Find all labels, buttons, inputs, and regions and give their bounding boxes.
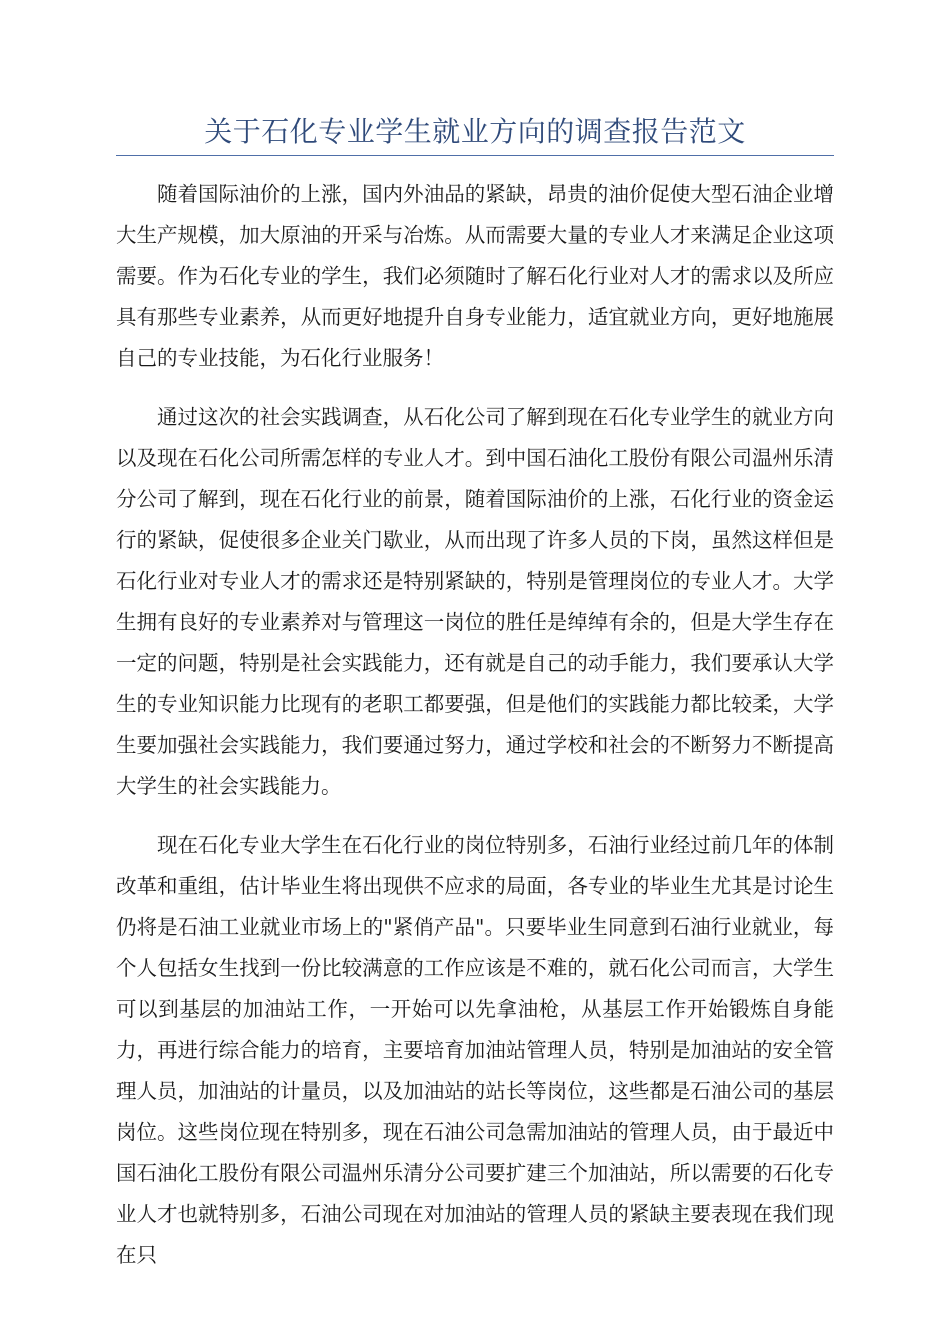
paragraph-2: 通过这次的社会实践调查，从石化公司了解到现在石化专业学生的就业方向以及现在石化公司所需怎样的专业人才。到中国石油化工股份有限公司温州乐清分公司了解到，现在石化行业的前景，随着国际油价的上涨，石化行业的资金运行的紧缺，促使很多企业关门歇业，从而出现了许多人员的下岗，虽然这样但是石化行业对专业人才的需求还是特别紧缺的，特别是管理岗位的专业人才。大学生拥有良好的专业素养对与管理这一岗位的胜任是绰绰有余的，但是大学生存在一定的问题，特别是社会实践能力，还有就是自己的动手能力，我们要承认大学生的专业知识能力比现有的老职工都要强，但是他们的实践能力都比较柔，大学生要加强社会实践能力，我们要通过努力，通过学校和社会的不断努力不断提高大学生的社会实践能力。 xyxy=(116,405,834,798)
document-body xyxy=(116,174,834,1294)
document-title: 关于石化专业学生就业方向的调查报告范文 xyxy=(204,115,746,148)
paragraph-3: 现在石化专业大学生在石化行业的岗位特别多，石油行业经过前几年的体制改革和重组，估计毕业生将出现供不应求的局面，各专业的毕业生尤其是讨论生仍将是石油工业就业市场上的"紧俏产品"。只要毕业生同意到石油行业就业，每个人包括女生找到一份比较满意的工作应该是不难的，就石化公司而言，大学生可以到基层的加油站工作，一开始可以先拿油枪，从基层工作开始锻炼自身能力，再进行综合能力的培育，主要培育加油站管理人员，特别是加油站的安全管理人员，加油站的计量员，以及加油站的站长等岗位，这些都是石油公司的基层岗位。这些岗位现在特别多，现在石油公司急需加油站的管理人员，由于最近中国石油化工股份有限公司温州乐清分公司要扩建三个加油站，所以需要的石化专业人才也就特别多，石油公司现在对加油站的管理人员的紧缺主要表现在我们现在只 xyxy=(116,833,834,1267)
title-underline xyxy=(116,155,834,156)
paragraph-1: 随着国际油价的上涨，国内外油品的紧缺，昂贵的油价促使大型石油企业增大生产规模，加大原油的开采与冶炼。从而需要大量的专业人才来满足企业这项需要。作为石化专业的学生，我们必须随时了解石化行业对人才的需求以及所应具有那些专业素养，从而更好地提升自身专业能力，适宜就业方向，更好地施展自己的专业技能，为石化行业服务！ xyxy=(116,182,834,370)
